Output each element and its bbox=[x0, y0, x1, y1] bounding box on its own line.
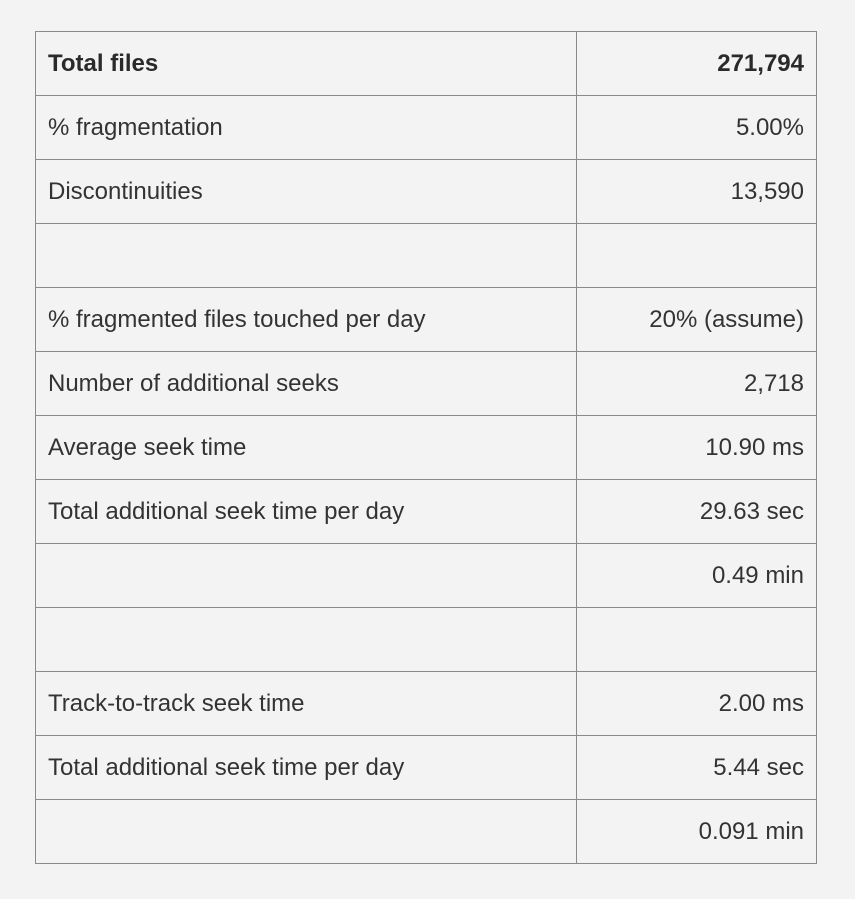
table-row-fragmentation bbox=[36, 96, 817, 160]
row-label: Number of additional seeks bbox=[36, 352, 577, 416]
table-row-total-seek-time bbox=[36, 480, 817, 544]
row-value: 10.90 ms bbox=[577, 416, 817, 480]
row-value: 2.00 ms bbox=[577, 672, 817, 736]
row-label: % fragmented files touched per day bbox=[36, 288, 577, 352]
row-value: 5.00% bbox=[577, 96, 817, 160]
row-label: Discontinuities bbox=[36, 160, 577, 224]
table-row-discontinuities bbox=[36, 160, 817, 224]
row-label: Average seek time bbox=[36, 416, 577, 480]
table-row-total-seek-time-2-min bbox=[36, 800, 817, 864]
row-value: 0.091 min bbox=[577, 800, 817, 864]
row-label bbox=[36, 224, 577, 288]
row-value: 13,590 bbox=[577, 160, 817, 224]
row-value: 20% (assume) bbox=[577, 288, 817, 352]
row-label bbox=[36, 800, 577, 864]
row-value: 2,718 bbox=[577, 352, 817, 416]
row-label: % fragmentation bbox=[36, 96, 577, 160]
row-value: 5.44 sec bbox=[577, 736, 817, 800]
row-label bbox=[36, 544, 577, 608]
row-value bbox=[577, 224, 817, 288]
row-label bbox=[36, 608, 577, 672]
table-row-average-seek-time bbox=[36, 416, 817, 480]
table-row-additional-seeks bbox=[36, 352, 817, 416]
seek-time-table bbox=[35, 31, 817, 864]
row-value bbox=[577, 608, 817, 672]
row-label: Total additional seek time per day bbox=[36, 736, 577, 800]
row-label: Track-to-track seek time bbox=[36, 672, 577, 736]
table-row-total-seek-time-min bbox=[36, 544, 817, 608]
table-row-total-seek-time-2 bbox=[36, 736, 817, 800]
row-label: Total additional seek time per day bbox=[36, 480, 577, 544]
table-row-fragmented-touched bbox=[36, 288, 817, 352]
table-row-empty bbox=[36, 224, 817, 288]
row-value: 271,794 bbox=[577, 32, 817, 96]
table-row-total-files bbox=[36, 32, 817, 96]
table-row-track-to-track bbox=[36, 672, 817, 736]
row-label: Total files bbox=[36, 32, 577, 96]
row-value: 29.63 sec bbox=[577, 480, 817, 544]
row-value: 0.49 min bbox=[577, 544, 817, 608]
table-row-empty bbox=[36, 608, 817, 672]
